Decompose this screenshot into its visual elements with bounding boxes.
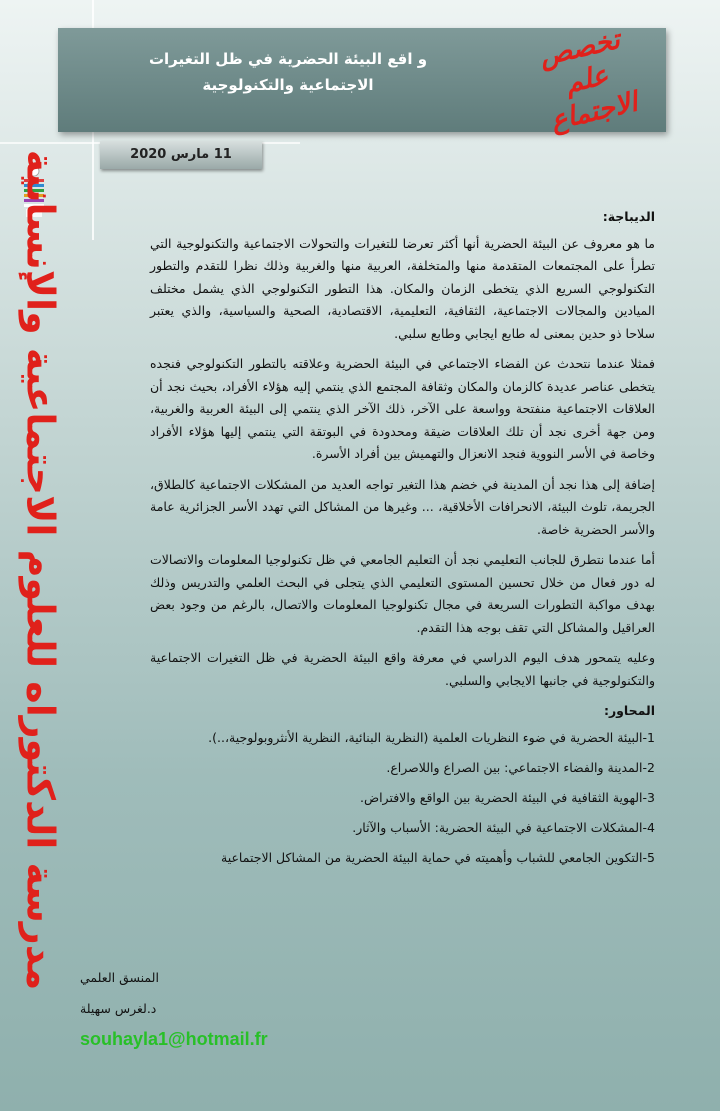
coordinator-name: د.لغرس سهيلة [80,1001,157,1016]
paragraph: فمثلا عندما نتحدث عن الفضاء الاجتماعي في البيئة الحضرية وعلاقته بالتطور التكنولوجي فنجده يتخطى عناصر عديدة كالزمان والمكان وثقافة المجتمع الذي ينتمي إليه هؤلاء الأفراد، بحيث نجد أن العلاقات الاجتماعية منفتحة وواسعة على الآخر، ذلك الآخر الذي ينتمي إلى البيئة العربية والغربية، ومن جهة أخرى نجد أن تلك العلاقات ضيقة ومحدودة في البوتقة التي ينتمي إليها هؤلاء الأفراد وخاصة في الأسر النووية فنجد الانعزال والتهميش بين أفراد الأسرة. [150,356,655,461]
event-title: و اقع البيئة الحضرية في ظل التغيرات الاجتماعية والتكنولوجية [148,50,428,95]
main-content [150,206,655,877]
vertical-school-title: مدرسة الدكتوراه للعلوم الاجتماعية والإنسانية [18,149,63,991]
contact-email-link[interactable]: souhayla1@hotmail.fr [80,1029,268,1049]
header-banner [58,24,666,137]
list-item: 5-التكوين الجامعي للشباب وأهميته في حماية البيئة الحضرية من المشاكل الاجتماعية [221,849,655,865]
axes-heading: المحاور: [603,703,655,718]
axes-list [150,727,655,868]
signature-block [80,962,340,1024]
list-item: 4-المشكلات الاجتماعية في البيئة الحضرية: الأسباب والآثار. [352,819,655,835]
coordinator-label: المنسق العلمي [80,970,159,985]
preamble-heading: الديباجة: [602,209,655,224]
paragraph: أما عندما نتطرق للجانب التعليمي نجد أن التعليم الجامعي في ظل تكنولوجيا المعلومات والاتصالات له دور فعال من خلال تحسين المستوى التعليمي الذي يتجلى في البحث العلمي والتدريس وذلك بهدف مواكبة التطورات السريعة في مجال تكنولوجيا المعلومات والاتصال، بالرغم من وجود بعض العراقيل والمشاكل التي تقف بوجه هذا التقدم. [150,552,655,635]
specialization-label: تخصص علم الاجتماع [536,24,641,137]
vertical-school-title-container [0,149,80,991]
list-item: 3-الهوية الثقافية في البيئة الحضرية بين الواقع والافتراض. [359,789,655,805]
paragraph: وعليه يتمحور هدف اليوم الدراسي في معرفة واقع البيئة الحضرية في ظل التغيرات الاجتماعية والتكنولوجية في جانبها الايجابي والسلبي. [150,650,655,688]
list-item: 2-المدينة والفضاء الاجتماعي: بين الصراع واللاصراع. [386,759,655,775]
paragraph: ما هو معروف عن البيئة الحضرية أنها أكثر تعرضا للتغيرات والتحولات الاجتماعية والتكنولوجية التي تطرأ على المجتمعات المتقدمة منها والمتخلفة، العربية منها والغربية وذلك نظرا للتقدم والتطور التكنولوجي السريع الذي يتخطى الزمان والمكان. هذا التطور التكنولوجي الذي يشمل مختلف الميادين والمجالات الاجتماعية، الثقافية، التعليمية، الاقتصادية، الصحية والسياسية، والذي يعتبر سلاحا ذو حدين بمعنى له طابع ايجابي وطابع سلبي. [150,235,655,341]
list-item: 1-البيئة الحضرية في ضوء النظريات العلمية (النظرية البنائية، النظرية الأنثروبولوجية،..). [208,729,655,745]
paragraph: إضافة إلى هذا نجد أن المدينة في خضم هذا التغير تواجه العديد من المشكلات الاجتماعية كالطلاق، الجريمة، تلوث البيئة، الانحرافات الأخلاقية، ... وغيرها من المشاكل التي تهدد الأسر الجزائرية عامة والأسر الحضرية خاصة. [150,476,655,537]
event-date: 11 مارس 2020 [100,141,262,169]
